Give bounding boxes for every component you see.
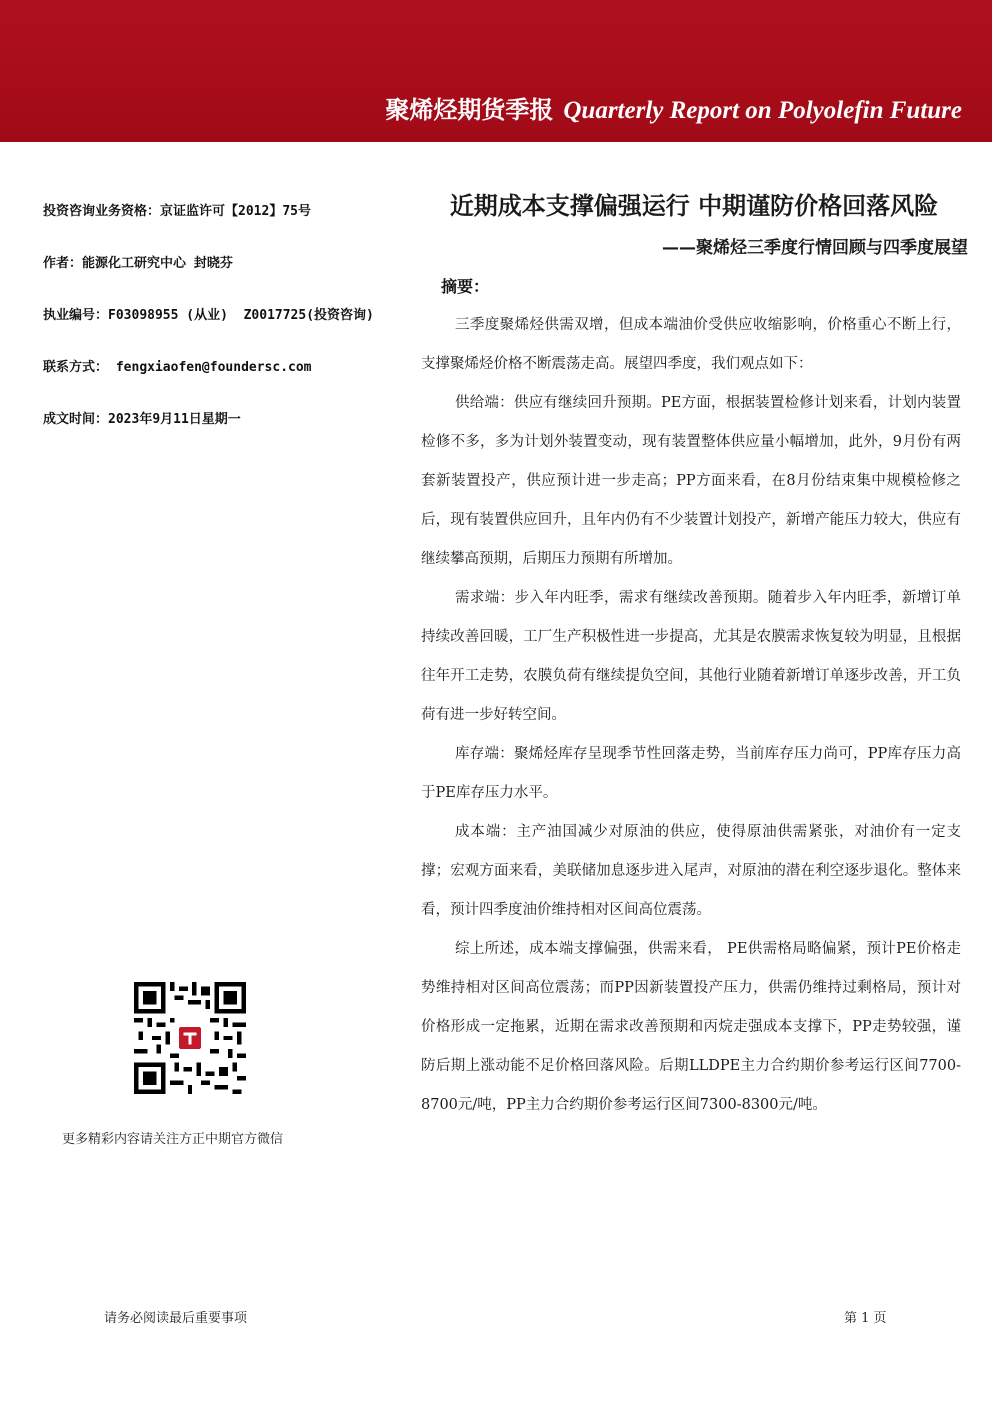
meta-author: 作者：能源化工研究中心 封晓芬: [43, 256, 233, 271]
footer-notice: 请务必阅读最后重要事项: [104, 1311, 248, 1326]
qr-caption: 更多精彩内容请关注方正中期官方微信: [62, 1132, 284, 1147]
paragraph-supply: 供给端：供应有继续回升预期。PE方面，根据装置检修计划来看，计划内装置检修不多，多为计划外装置变动，现有装置整体供应量小幅增加，此外，9月份有两套新装置投产，供应预计进一步走高；PP方面来看，在8月份结束集中规模检修之后，现有装置供应回升，且年内仍有不少装置计划投产，新增产能压力较大，供应有继续攀高预期，后期压力预期有所增加。: [421, 395, 961, 567]
paragraph-cost: 成本端：主产油国减少对原油的供应，使得原油供需紧张，对油价有一定支撑；宏观方面来看，美联储加息逐步进入尾声，对原油的潜在利空逐步退化。整体来看，预计四季度油价维持相对区间高位震荡。: [421, 824, 961, 918]
paragraph-conclusion: 综上所述，成本端支撑偏强，供需来看， PE供需格局略偏紧，预计PE价格走势维持相对区间高位震荡；而PP因新装置投产压力，供需仍维持过剩格局，预计对价格形成一定拖累，近期在需求改善预期和丙烷走强成本支撑下，PP走势较强，谨防后期上涨动能不足价格回落风险。后期LLDPE主力合约期价参考运行区间7700-8700元/吨，PP主力合约期价参考运行区间7300-8300元/吨。: [421, 941, 961, 1113]
contact-email[interactable]: fengxiaofen@foundersc.com: [108, 360, 312, 375]
meta-qualification: 投资咨询业务资格：京证监许可【2012】75号: [43, 204, 311, 219]
page-number: 第 1 页: [844, 1311, 887, 1326]
paragraph-intro: 三季度聚烯烃供需双增，但成本端油价受供应收缩影响，价格重心不断上行，支撑聚烯烃价格不断震荡走高。展望四季度，我们观点如下：: [421, 317, 961, 372]
meta-date: 成文时间：2023年9月11日星期一: [43, 412, 241, 427]
qr-code-icon: [134, 982, 246, 1094]
paragraph-demand: 需求端：步入年内旺季，需求有继续改善预期。随着步入年内旺季，新增订单持续改善回暖，工厂生产积极性进一步提高，尤其是农膜需求恢复较为明显，且根据往年开工走势，农膜负荷有继续提负空间，其他行业随着新增订单逐步改善，开工负荷有进一步好转空间。: [421, 590, 961, 723]
meta-contact: 联系方式： fengxiaofen@foundersc.com: [43, 360, 312, 375]
meta-license: 执业编号：F03098955 (从业) Z0017725(投资咨询): [43, 308, 374, 323]
paragraph-inventory: 库存端：聚烯烃库存呈现季节性回落走势，当前库存压力尚可，PP库存压力高于PE库存压力水平。: [421, 746, 961, 801]
header-banner: [0, 0, 992, 142]
header-title-cn: 聚烯烃期货季报: [385, 96, 554, 124]
header-title: [385, 90, 962, 125]
header-title-en: Quarterly Report on Polyolefin Future: [563, 97, 962, 124]
summary-body: [421, 306, 961, 1125]
summary-label: 摘要：: [441, 277, 490, 296]
report-subtitle: ——聚烯烃三季度行情回顾与四季度展望: [662, 238, 968, 258]
report-title: 近期成本支撑偏强运行 中期谨防价格回落风险: [449, 192, 939, 220]
